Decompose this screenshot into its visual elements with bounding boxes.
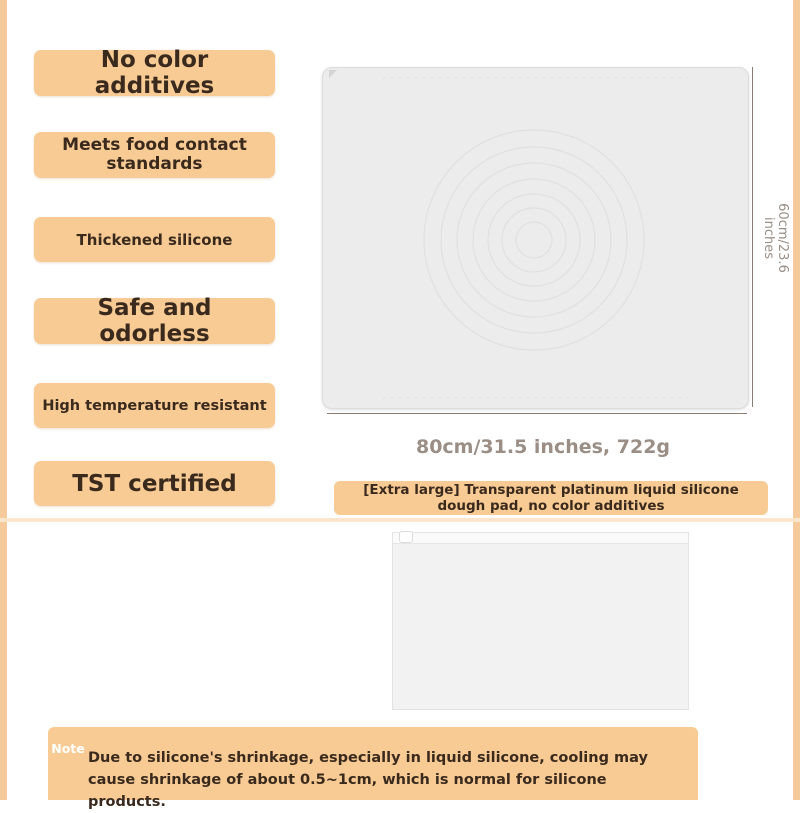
feature-badge-high-temperature: High temperature resistant bbox=[34, 383, 275, 428]
mat-circle-guides bbox=[323, 68, 748, 408]
left-accent-border bbox=[0, 0, 7, 800]
width-dimension-line bbox=[327, 413, 747, 414]
feature-badge-thickened-silicone: Thickened silicone bbox=[34, 217, 275, 262]
note-text: Due to silicone's shrinkage, especially in liquid silicone, cooling may cause shrinkage of about 0.5~1cm, which is normal for silicone products. bbox=[88, 750, 648, 810]
right-accent-border bbox=[793, 0, 800, 800]
silicone-mat-image bbox=[322, 67, 749, 409]
height-dimension-label: 60cm/23.6 inches bbox=[761, 203, 790, 273]
note-label: Note bbox=[51, 741, 85, 756]
width-dimension-label: 80cm/31.5 inches, 722g bbox=[415, 436, 671, 458]
section-divider bbox=[0, 518, 800, 522]
storage-pouch-image bbox=[392, 532, 689, 710]
feature-badge-no-color-additives: No color additives bbox=[34, 50, 275, 96]
height-dimension-line bbox=[752, 67, 753, 407]
feature-badge-food-contact: Meets food contact standards bbox=[34, 132, 275, 178]
zipper-pull-icon bbox=[399, 531, 413, 543]
feature-badge-safe-odorless: Safe and odorless bbox=[34, 298, 275, 344]
feature-badge-tst-certified: TST certified bbox=[34, 461, 275, 506]
pouch-zipper bbox=[393, 533, 688, 544]
product-caption: [Extra large] Transparent platinum liquid silicone dough pad, no color additives bbox=[334, 481, 768, 515]
note-box bbox=[48, 727, 698, 810]
